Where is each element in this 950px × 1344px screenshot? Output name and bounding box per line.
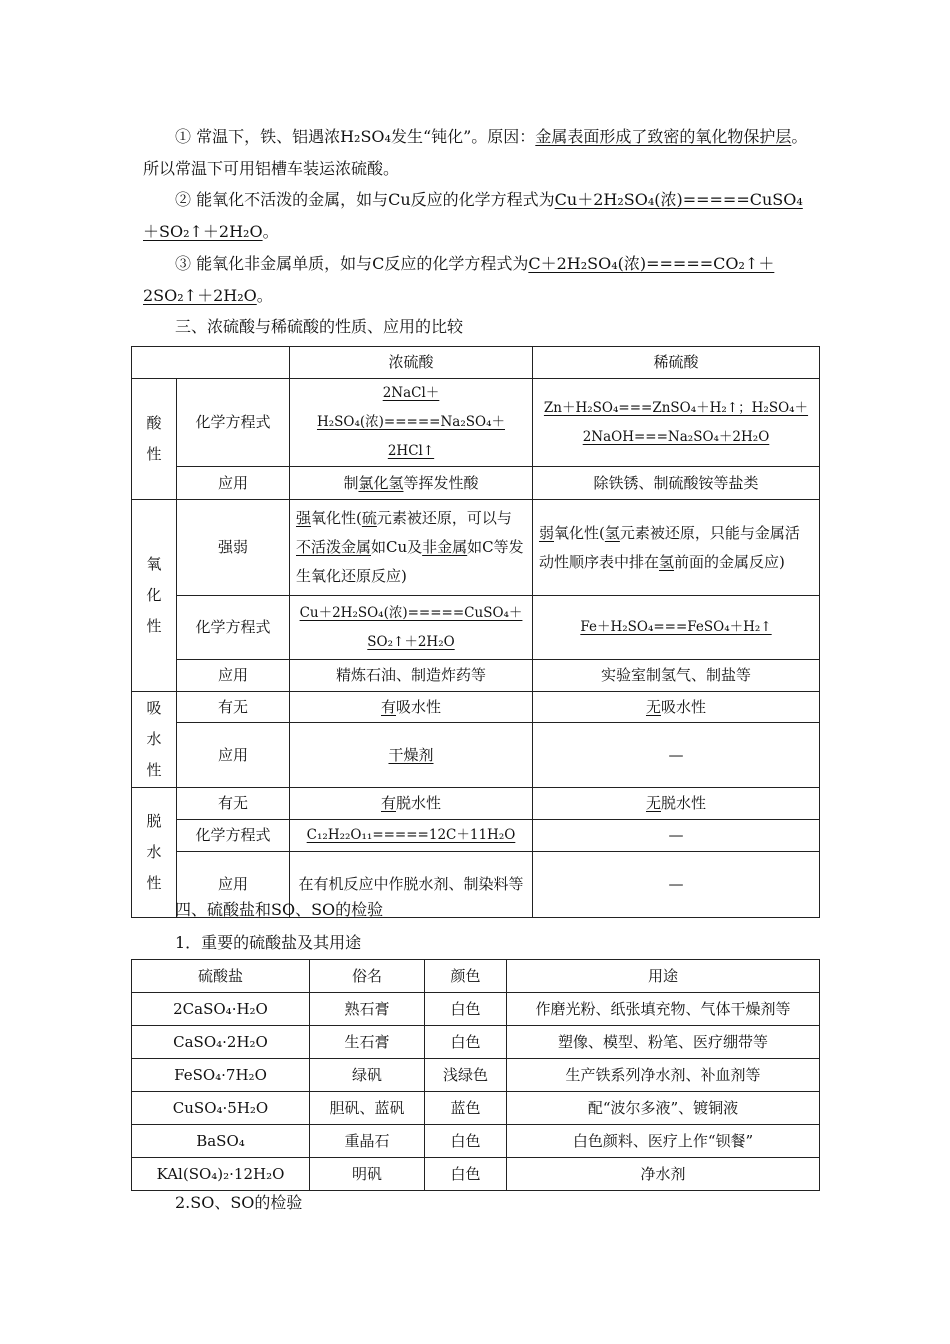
color-cell: 白色 (425, 1026, 507, 1059)
text-span: 元素被还原，可以与 (376, 509, 512, 527)
formula-cell: FeSO₄·7H₂O (132, 1059, 310, 1092)
sulfate-table (131, 959, 820, 1191)
subheading-tests: 2.SO、SO的检验 (175, 1193, 303, 1212)
answer-underline: 氢 (604, 523, 620, 542)
color-cell: 蓝色 (425, 1092, 507, 1125)
answer-underline: 不活泼金属 (296, 538, 372, 556)
application-cell: 在有机反应中作脱水剂、制染料等 (290, 852, 533, 918)
formula-cell: CuSO₄·5H₂O (132, 1092, 310, 1125)
group-char: 吸 (146, 699, 162, 717)
formula-cell: KAl(SO₄)₂·12H₂O (132, 1158, 310, 1191)
strength-cell (533, 500, 820, 596)
equation-cell (290, 820, 533, 852)
common-name-cell: 绿矾 (310, 1059, 425, 1092)
group-char: 水 (146, 843, 162, 861)
application-cell: 精炼石油、制造炸药等 (290, 660, 533, 692)
text-span: 氧化性( (554, 523, 605, 542)
answer-underline: C₁₂H₂₂O₁₁=====12C＋11H₂O (306, 827, 516, 843)
property-cell (533, 692, 820, 723)
answer-underline: 无 (645, 697, 661, 716)
group-water-absorbing (132, 692, 177, 788)
table-row (132, 1059, 820, 1092)
answer-underline: C＋2H₂SO₄(浓)=====CO₂↑＋2SO₂↑＋2H₂O (143, 254, 775, 305)
answer-underline: 无 (645, 794, 661, 812)
use-cell: 作磨光粉、纸张填充物、气体干燥剂等 (507, 993, 820, 1026)
answer-underline: Zn＋H₂SO₄===ZnSO₄＋H₂↑；H₂SO₄＋2NaOH===Na₂SO₄＋2H₂O (543, 399, 809, 445)
use-cell: 生产铁系列净水剂、补血剂等 (507, 1059, 820, 1092)
text-span: 。 (256, 286, 273, 305)
equation-cell (290, 596, 533, 660)
table-row (132, 1158, 820, 1191)
answer-underline: 金属表面形成了致密的氧化物保护层 (535, 127, 792, 146)
text-span: ② 能氧化不活泼的金属，如与Cu反应的化学方程式为 (175, 190, 555, 209)
row-label: 化学方程式 (177, 596, 290, 660)
equation-cell (533, 596, 820, 660)
color-cell: 浅绿色 (425, 1059, 507, 1092)
section-heading-3: 三、浓硫酸与稀硫酸的性质、应用的比较 (175, 317, 464, 336)
property-cell (533, 788, 820, 820)
subheading-salts: 1．重要的硫酸盐及其用途 (175, 933, 362, 952)
row-label: 有无 (177, 692, 290, 723)
text-span: 氧化性( (311, 509, 362, 527)
answer-underline: 硫 (361, 509, 377, 527)
use-cell: 净水剂 (507, 1158, 820, 1191)
common-name-cell: 熟石膏 (310, 993, 425, 1026)
strength-cell (290, 500, 533, 596)
row-label: 化学方程式 (177, 379, 290, 467)
common-name-cell: 生石膏 (310, 1026, 425, 1059)
group-char: 性 (146, 761, 162, 779)
text-span: 吸水性 (396, 697, 442, 716)
formula-cell: BaSO₄ (132, 1125, 310, 1158)
group-char: 水 (146, 730, 162, 748)
use-cell: 塑像、模型、粉笔、医疗绷带等 (507, 1026, 820, 1059)
table-row (132, 1026, 820, 1059)
header-cell: 硫酸盐 (132, 960, 310, 993)
header-cell: 颜色 (425, 960, 507, 993)
row-label: 化学方程式 (177, 820, 290, 852)
group-char: 性 (146, 445, 162, 463)
group-char: 酸 (146, 414, 162, 432)
answer-underline: 氢 (659, 552, 675, 571)
passivation-paragraph (143, 121, 808, 185)
text-span: 元素被还原，只能与金属活动性顺序表中排在 (539, 523, 800, 571)
table-row (132, 1092, 820, 1125)
text-span: 前面的金属反应) (674, 552, 785, 571)
application-cell: 除铁锈、制硫酸铵等盐类 (533, 467, 820, 500)
row-label: 强弱 (177, 500, 290, 596)
application-cell: — (533, 852, 820, 918)
header-cell: 俗名 (310, 960, 425, 993)
text-span: 如C等发生氧化还原反应) (296, 538, 524, 585)
text-span: 等挥发性酸 (403, 473, 479, 492)
answer-underline: Cu＋2H₂SO₄(浓)=====CuSO₄＋SO₂↑＋2H₂O (299, 604, 523, 650)
row-label: 应用 (177, 660, 290, 692)
group-char: 氧 (146, 555, 162, 573)
row-label: 有无 (177, 788, 290, 820)
answer-underline: 有 (380, 697, 396, 716)
property-cell (290, 788, 533, 820)
application-cell: — (533, 723, 820, 788)
formula-cell: 2CaSO₄·H₂O (132, 993, 310, 1026)
text-span: ③ 能氧化非金属单质，如与C反应的化学方程式为 (175, 254, 529, 273)
group-acidity (132, 379, 177, 500)
group-char: 化 (146, 586, 162, 604)
group-char: 性 (146, 617, 162, 635)
section-heading-4: 四、硫酸盐和SO、SO的检验 (175, 900, 384, 919)
group-char: 脱 (146, 812, 162, 830)
color-cell: 白色 (425, 993, 507, 1026)
answer-underline: 2NaCl＋H₂SO₄(浓)=====Na₂SO₄＋2HCl↑ (316, 385, 505, 459)
copper-paragraph (143, 184, 808, 248)
color-cell: 白色 (425, 1125, 507, 1158)
answer-underline: 干燥剂 (388, 745, 434, 764)
answer-underline: 弱 (539, 523, 555, 542)
comparison-table (131, 346, 820, 918)
text-span: ① 常温下，铁、铝遇浓H₂SO₄发生“钝化”。原因： (175, 127, 536, 146)
use-cell: 白色颜料、医疗上作“钡餐” (507, 1125, 820, 1158)
table-row (132, 1125, 820, 1158)
answer-underline: 氯化氢 (358, 473, 404, 492)
header-cell: 用途 (507, 960, 820, 993)
carbon-paragraph (143, 248, 808, 312)
text-span: 脱水性 (661, 794, 707, 812)
equation-cell (533, 379, 820, 467)
row-label: 应用 (177, 467, 290, 500)
text-span: 如Cu及 (371, 538, 423, 556)
color-cell: 白色 (425, 1158, 507, 1191)
text-span: 脱水性 (396, 794, 442, 812)
application-cell: 实验室制氢气、制盐等 (533, 660, 820, 692)
answer-underline: 有 (380, 794, 396, 812)
row-label: 应用 (177, 852, 290, 918)
group-dehydrating (132, 788, 177, 918)
table-row (132, 993, 820, 1026)
group-char: 性 (146, 874, 162, 892)
corner-cell (132, 347, 290, 379)
group-oxidizing (132, 500, 177, 692)
header-concentrated: 浓硫酸 (290, 347, 533, 379)
use-cell: 配“波尔多液”、镀铜液 (507, 1092, 820, 1125)
answer-underline: 非金属 (422, 538, 468, 556)
text-span: 吸水性 (661, 697, 707, 716)
common-name-cell: 明矾 (310, 1158, 425, 1191)
application-cell (290, 723, 533, 788)
text-span: 。 (262, 222, 279, 241)
equation-cell: — (533, 820, 820, 852)
text-span: 制 (343, 473, 359, 492)
property-cell (290, 692, 533, 723)
answer-underline: Cu＋2H₂SO₄(浓)=====CuSO₄＋SO₂↑＋2H₂O (143, 190, 803, 241)
row-label: 应用 (177, 723, 290, 788)
text-span: 。所以常温下可用铝槽车装运浓硫酸。 (143, 127, 808, 178)
header-dilute: 稀硫酸 (533, 347, 820, 379)
answer-underline: 强 (296, 509, 312, 527)
application-cell (290, 467, 533, 500)
answer-underline: Fe＋H₂SO₄===FeSO₄＋H₂↑ (580, 619, 772, 635)
common-name-cell: 重晶石 (310, 1125, 425, 1158)
formula-cell: CaSO₄·2H₂O (132, 1026, 310, 1059)
equation-cell (290, 379, 533, 467)
common-name-cell: 胆矾、蓝矾 (310, 1092, 425, 1125)
